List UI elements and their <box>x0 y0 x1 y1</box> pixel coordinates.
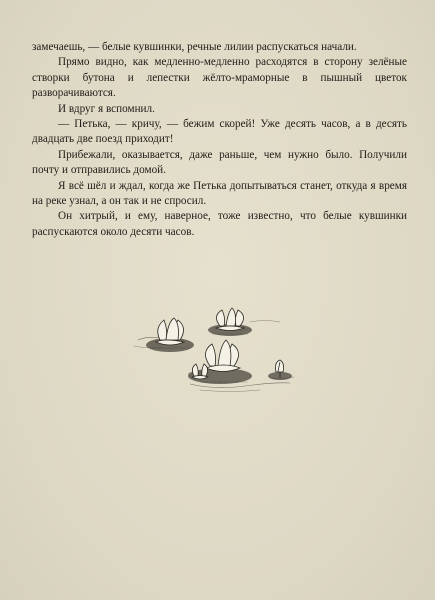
paragraph-4: — Петька, — кричу, — бежим скорей! Уже десять часов, а в десять двадцать две поезд приходит! <box>32 118 407 146</box>
paragraph-2: Прямо видно, как медленно-медленно расходятся в сторону зелёные створки бутона и лепестки жёлто-мраморные в пышный цветок разворачиваются. <box>32 56 407 100</box>
paragraph-3: И вдруг я вспомнил. <box>58 102 155 115</box>
paragraph-5: Прибежали, оказывается, даже раньше, чем нужно было. Получили почту и отправились домой. <box>32 148 407 177</box>
body-text <box>32 40 407 240</box>
paragraph-7: Он хитрый, и ему, наверное, тоже известно, что белые кувшинки распускаются около десяти часов. <box>32 210 407 238</box>
paragraph-6: Я всё шёл и ждал, когда же Петька допытываться станет, откуда я время на реке узнал, а он так и не спросил. <box>32 179 407 208</box>
water-lilies-illustration <box>130 300 305 395</box>
paragraph-1: замечаешь, — белые кувшинки, речные лилии распускаться начали. <box>32 41 357 53</box>
